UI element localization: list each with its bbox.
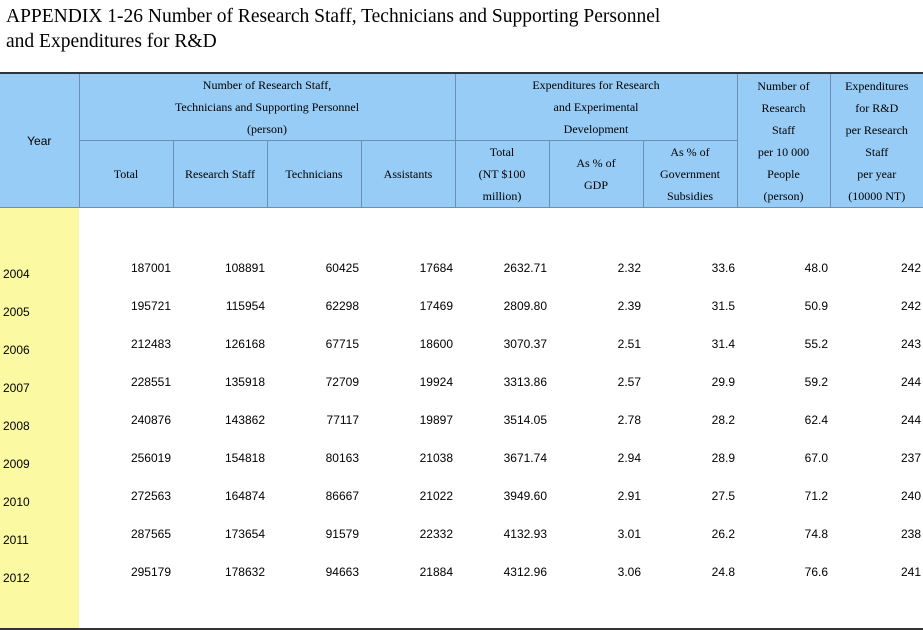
cell-pct-gov: 24.8: [711, 565, 735, 579]
cell-research-staff: 135918: [224, 375, 265, 389]
spacer-row: [0, 208, 923, 250]
table-row: [0, 363, 923, 401]
cell-exp-per-staff: 237: [900, 451, 921, 465]
cell-assistants: 21038: [419, 451, 453, 465]
cell-year: 2008: [0, 401, 79, 439]
cell-research-staff: 154818: [224, 451, 265, 465]
cell-exp-per-staff: 240: [900, 489, 921, 503]
cell-assistants: 17684: [419, 261, 453, 275]
cell-total: 287565: [130, 527, 171, 541]
table-row: [0, 325, 923, 363]
cell-exp-total: 2809.80: [503, 299, 547, 313]
header-group-personnel: Number of Research Staff, Technicians and Supporting Personnel (person): [79, 73, 455, 141]
cell-pct-gdp: 3.01: [617, 527, 641, 541]
cell-total: 187001: [130, 261, 171, 275]
cell-research-staff: 126168: [224, 337, 265, 351]
cell-technicians: 60425: [325, 261, 359, 275]
cell-year: 2009: [0, 439, 79, 477]
header-expenditure-per-staff: Expenditures for R&D per Research Staff per year (10000 NT): [830, 73, 923, 208]
header-total: Total: [79, 141, 173, 208]
cell-assistants: 17469: [419, 299, 453, 313]
header-technicians: Technicians: [267, 141, 361, 208]
cell-technicians: 62298: [325, 299, 359, 313]
table-row: [0, 515, 923, 553]
cell-technicians: 67715: [325, 337, 359, 351]
title-line-1: APPENDIX 1-26 Number of Research Staff, Technicians and Supporting Personnel: [6, 6, 661, 27]
header-research-staff: Research Staff: [173, 141, 267, 208]
cell-technicians: 91579: [325, 527, 359, 541]
cell-exp-total: 3313.86: [503, 375, 547, 389]
cell-pct-gdp: 2.51: [617, 337, 641, 351]
cell-pct-gov: 29.9: [711, 375, 735, 389]
cell-pct-gov: 33.6: [711, 261, 735, 275]
table-row: [0, 287, 923, 325]
cell-technicians: 80163: [325, 451, 359, 465]
cell-pct-gov: 27.5: [711, 489, 735, 503]
cell-total: 240876: [130, 413, 171, 427]
cell-assistants: 22332: [419, 527, 453, 541]
cell-exp-per-staff: 242: [900, 299, 921, 313]
cell-research-staff: 164874: [224, 489, 265, 503]
cell-pct-gdp: 2.91: [617, 489, 641, 503]
cell-assistants: 19897: [419, 413, 453, 427]
header-year: Year: [0, 73, 79, 208]
cell-staff-per-10000: 55.2: [804, 337, 828, 351]
table-row: [0, 477, 923, 515]
cell-exp-total: 4312.96: [503, 565, 547, 579]
data-table: [0, 72, 923, 630]
cell-staff-per-10000: 48.0: [804, 261, 828, 275]
header-pct-gdp: As % of GDP: [549, 141, 643, 208]
cell-year: 2007: [0, 363, 79, 401]
cell-research-staff: 108891: [224, 261, 265, 275]
title-line-2: and Expenditures for R&D: [6, 31, 217, 52]
cell-staff-per-10000: 50.9: [804, 299, 828, 313]
cell-pct-gdp: 2.57: [617, 375, 641, 389]
header-pct-gov: As % of Government Subsidies: [643, 141, 737, 208]
cell-technicians: 94663: [325, 565, 359, 579]
cell-total: 228551: [130, 375, 171, 389]
cell-research-staff: 143862: [224, 413, 265, 427]
cell-pct-gov: 31.5: [711, 299, 735, 313]
page-title: [6, 4, 660, 54]
cell-exp-total: 2632.71: [503, 261, 547, 275]
table-row: [0, 249, 923, 287]
cell-exp-total: 4132.93: [503, 527, 547, 541]
cell-pct-gdp: 2.78: [617, 413, 641, 427]
cell-research-staff: 178632: [224, 565, 265, 579]
cell-research-staff: 115954: [225, 299, 265, 313]
cell-staff-per-10000: 71.2: [804, 489, 828, 503]
cell-exp-total: 3949.60: [503, 489, 547, 503]
cell-technicians: 72709: [325, 375, 359, 389]
cell-assistants: 21022: [419, 489, 453, 503]
cell-exp-per-staff: 244: [900, 375, 921, 389]
cell-total: 295179: [130, 565, 171, 579]
table-row: [0, 439, 923, 477]
table-body: [0, 208, 923, 630]
cell-total: 212483: [130, 337, 171, 351]
header-group-expenditures: Expenditures for Research and Experimental Development: [455, 73, 737, 141]
cell-technicians: 86667: [325, 489, 359, 503]
cell-pct-gov: 31.4: [711, 337, 735, 351]
cell-staff-per-10000: 74.8: [804, 527, 828, 541]
cell-exp-per-staff: 238: [900, 527, 921, 541]
cell-exp-per-staff: 242: [900, 261, 921, 275]
cell-pct-gov: 26.2: [711, 527, 735, 541]
cell-staff-per-10000: 59.2: [804, 375, 828, 389]
cell-pct-gdp: 3.06: [617, 565, 641, 579]
cell-staff-per-10000: 76.6: [804, 565, 828, 579]
cell-year: 2005: [0, 287, 79, 325]
cell-total: 272563: [130, 489, 171, 503]
cell-exp-per-staff: 243: [900, 337, 921, 351]
cell-assistants: 18600: [419, 337, 453, 351]
table-header: [0, 73, 923, 208]
cell-exp-total: 3070.37: [503, 337, 547, 351]
cell-exp-per-staff: 244: [900, 413, 921, 427]
cell-pct-gov: 28.9: [711, 451, 735, 465]
cell-staff-per-10000: 67.0: [804, 451, 828, 465]
cell-exp-total: 3671.74: [503, 451, 547, 465]
cell-exp-per-staff: 241: [900, 565, 921, 579]
header-staff-per-10000: Number of Research Staff per 10 000 People (person): [737, 73, 830, 208]
cell-year: 2011: [0, 515, 79, 553]
cell-pct-gdp: 2.94: [617, 451, 641, 465]
cell-pct-gdp: 2.32: [617, 261, 641, 275]
cell-year: 2006: [0, 325, 79, 363]
cell-technicians: 77117: [326, 413, 359, 427]
cell-year: 2004: [0, 249, 79, 287]
cell-exp-total: 3514.05: [503, 413, 547, 427]
cell-assistants: 21884: [419, 565, 453, 579]
cell-pct-gov: 28.2: [711, 413, 735, 427]
cell-year: 2010: [0, 477, 79, 515]
cell-staff-per-10000: 62.4: [804, 413, 828, 427]
cell-total: 256019: [130, 451, 171, 465]
cell-research-staff: 173654: [224, 527, 265, 541]
cell-pct-gdp: 2.39: [617, 299, 641, 313]
table-bottom-row: [0, 591, 923, 629]
cell-assistants: 19924: [419, 375, 453, 389]
header-exp-total: Total (NT $100 million): [455, 141, 549, 208]
cell-year: 2012: [0, 553, 79, 591]
table-row: [0, 401, 923, 439]
header-assistants: Assistants: [361, 141, 455, 208]
cell-total: 195721: [130, 299, 171, 313]
